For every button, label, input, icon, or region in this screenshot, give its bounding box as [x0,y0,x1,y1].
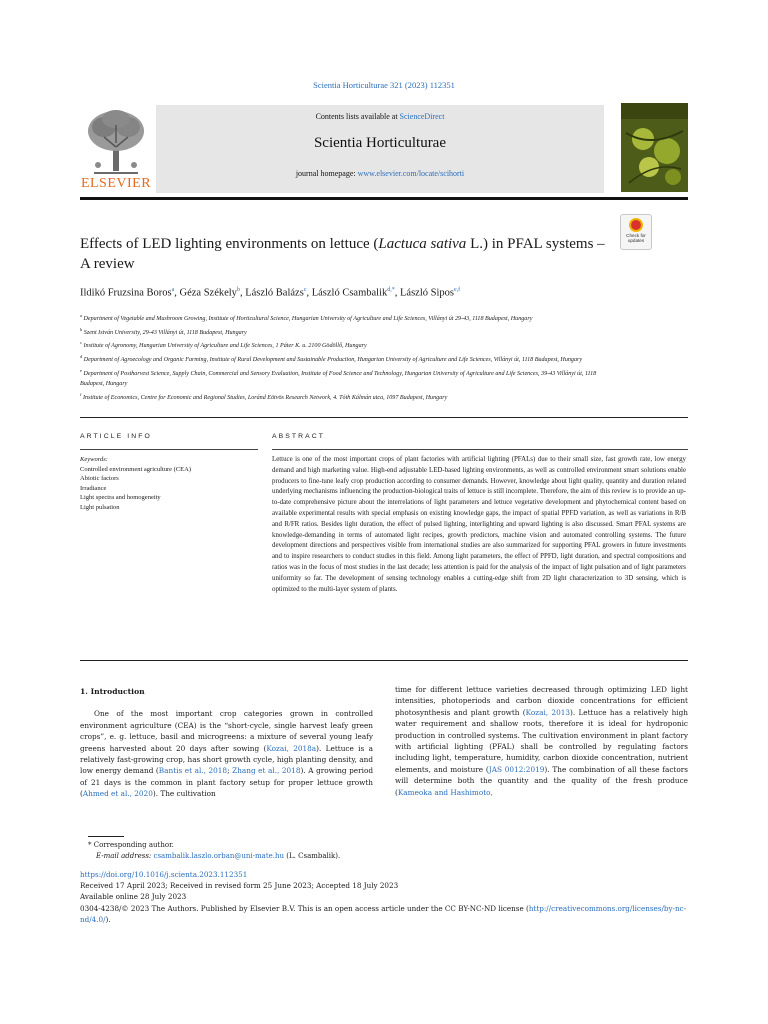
body-column-right [395,684,688,798]
author-name[interactable]: Géza Székely [179,287,237,299]
citation-link[interactable]: JAS 0012:2019 [488,764,545,774]
keyword: Light spectra and homogeneity [80,494,161,502]
author-name[interactable]: Ildikó Fruzsina Boros [80,287,172,299]
journal-info-box [156,105,604,193]
journal-name: Scientia Horticulturae [313,135,447,151]
received-dates: Received 17 April 2023; Received in revised form 25 June 2023; Accepted 18 July 2023 [80,881,399,891]
footnote-rule [88,836,124,837]
affiliations [80,311,610,403]
citation-link[interactable]: Bantis et al., 2018 [158,766,228,776]
keyword: Controlled environment agriculture (CEA) [80,465,192,473]
affiliation-mark: d [80,353,83,359]
author-affiliation-mark[interactable]: a [171,287,175,293]
abstract-bottom-rule [80,660,688,661]
license-link[interactable]: http://creativecommons.org/licenses/by-nc-nd/4.0/ [80,903,687,924]
abstract-heading: ABSTRACT [272,433,326,440]
online-date: Available online 28 July 2023 [80,892,187,902]
elsevier-logo[interactable] [80,103,152,193]
affiliation-text: Szent István University, 29-43 Villányi út, 1118 Budapest, Hungary [83,329,247,336]
check-for-updates-badge[interactable] [620,214,652,250]
affiliation [80,338,610,352]
intro-text: ). The cultivation [152,789,216,799]
affiliation [80,311,610,325]
masthead-rule [80,197,688,200]
journal-cover[interactable] [621,103,688,192]
author-affiliation-mark[interactable]: c [303,287,307,293]
affiliation-text: Institute of Agronomy, Hungarian University of Agriculture and Life Sciences, 1 Páter K. u. 2100 Gödöllő, Hungary [83,343,367,350]
affiliation-text: Department of Postharvest Science, Supply Chain, Commercial and Sensory Evaluation, Institute of Food Science and Technology, Hungarian University of Agriculture and Life Sciences, 39-43 Villányi út, 1118 Budapest, Hungary [80,370,597,388]
affiliation-text: Department of Agroecology and Organic Farming, Institute of Rural Development and Sustainable Production, Hungarian University of Agriculture and Life Sciences, Villányi út, 1118 Budapest, Hungary [83,356,583,363]
article-info-heading: ARTICLE INFO [80,433,152,440]
affiliation-text: Institute of Economics, Centre for Economic and Regional Studies, Loránd Eötvös Research Network, 4. Tóth Kálmán utca, 1097 Budapest, Hungary [83,394,448,401]
citation-link[interactable]: Kozai, 2013 [525,707,570,717]
affiliation-text: Department of Vegetable and Mushroom Growing, Institute of Horticultural Science, Hungarian University of Agriculture and Life Sciences, Villányi út 29-43, 1118 Budapest, Hungary [83,316,533,323]
license-suffix: ). [105,914,111,924]
affiliation-mark: a [80,313,82,318]
homepage-link[interactable]: www.elsevier.com/locate/scihorti [357,169,465,178]
intro-text: ). The combination of all these factors will determine both the quantity and the quality of the fresh produce ( [395,764,688,797]
affiliation-mark: e [80,367,82,373]
elsevier-tree-icon [84,107,148,177]
keyword: Irradiance [80,484,107,492]
keyword: Abiotic factors [80,475,119,483]
intro-text: ; [227,766,233,776]
body-column-left [80,684,373,800]
abstract-rule [272,449,688,450]
keywords-label: Keywords: [80,456,108,463]
article-title [80,234,610,274]
elsevier-wordmark: ELSEVIER [80,176,152,191]
affiliation [80,390,610,404]
intro-text: time for different lettuce varieties decreased through optimizing LED light intensities, photoperiods and carbon dioxide concentrations for efficient photosynthesis and plant growth ( [395,685,688,717]
citation-link[interactable]: Kozai, 2018a [266,743,317,753]
title-species: Lactuca sativa [378,236,467,252]
email-label: E-mail address: [96,852,152,860]
intro-text: ). Lettuce has a relatively high water requirement and shallow roots, therefore it is ideal for hydroponic production in controlled systems. The cultivation environment in plant factory with artificial lighting (PFAL) shall be controlled by regulating factors including light, temperature, humidity, carbon dioxide concentration, nutrient elements, and moisture ( [395,707,688,774]
intro-paragraph-continued [395,684,688,798]
email-suffix: (L. Csambalik). [284,852,341,860]
affiliation [80,366,610,390]
author-affiliation-mark[interactable]: b [236,287,240,293]
author-affiliation-mark[interactable]: e,f [453,287,461,293]
intro-text: ). A growing period of 21 days is the common in plant factory setup for proper lettuce growth ( [80,766,374,799]
keyword: Light pulsation [80,503,120,511]
citation-link[interactable]: Ahmed et al., 2020 [82,789,153,799]
citation-link[interactable]: Kameoka and Hashimoto, [397,787,493,797]
homepage-line [156,169,604,178]
check-updates-label: Check for updates [626,233,646,243]
intro-text: ). Lettuce is a relatively fast-growing crop, has short growth cycle, high planting density, and low energy demand ( [80,743,373,776]
sciencedirect-link[interactable]: ScienceDirect [399,112,445,121]
corresponding-author-note: * Corresponding author. [88,841,174,849]
affiliation [80,352,610,366]
email-link[interactable]: csambalik.laszlo.orban@uni-mate.hu [153,852,285,860]
affiliation-mark: f [80,391,82,397]
contents-line [156,112,604,121]
license-text: 0304-4238/© 2023 The Authors. Published by Elsevier B.V. This is an open access article under the CC BY-NC-ND license ( [80,903,529,913]
intro-paragraph [80,708,373,799]
author-affiliation-mark[interactable]: d,* [387,287,395,293]
abstract-text: Lettuce is one of the most important crops of plant factories with artificial lighting (PFALs) due to their small size, fast growth rate, low energy demand and high marketing value. High-end adjustable LED-based lighting environments, as well as controlled environment smart solutions enable producers to fine-tune leafy crop production according to consumer demands. However, knowledge about light quality, quantity and duration related underlying mechanisms influencing the production-biological traits of lettuce is still incomplete. Therefore, the aim of this review is to provide an up-to-date comprehensive picture about the interrelations of light parameters and lettuce vegetative development and phytochemical content based on available experimental results with special emphasis on existing knowledge gaps, the impact of spatial PPFD variation, as well as variations in R/B and R/FR ratios. Besides light duration, the effect of pulsed lighting, interlighting and upward lighting is also discussed. Smart PFAL systems are knowledge-demanding in terms of automated light recipes, growth predictors, machine vision and automated controlling systems. The future development directions and perspectives visible from international studies are also summarized for supporting PFAL growers in future investments and to inspire researchers to conduct studies in this field. Among light parameters, the effect of PPFD, light duration, and spectral compositions and ratios was in the focus of most studies in the last decade; less attention is paid for the analysis of the impact of light pulsation and of light parameters uniformity so far. The development of sensing technology enables a cutting-edge shift from 2D light characterization to 3D sensing, which is optimized to the multi-layer system of plants. [272,456,686,593]
email-note [88,851,688,862]
license-statement [80,903,688,925]
author-name[interactable]: László Sipos [400,287,454,299]
affiliation-mark: c [80,340,82,346]
keywords-block [80,455,260,513]
citation-link[interactable]: Zhang et al., 2018 [232,766,301,776]
author-list: Ildikó Fruzsina Boros$^a$, Géza Székely$^b$, László Balázs$^c$, László Csambalik$^{d,*}$, László Sipos$^{e,f}$ [80,287,461,299]
publication-info [80,869,688,925]
cover-image-icon [621,103,688,192]
doi-link[interactable]: https://doi.org/10.1016/j.scienta.2023.112351 [80,870,248,879]
title-part-2: L.) in PFAL systems – A review [80,236,605,272]
affiliations-rule [80,417,688,418]
contents-prefix: Contents lists available at [315,112,400,121]
intro-text: One of the most important crop categories grown in controlled environment agriculture (CEA) is the “short-cycle, single harvest leafy green crops”, e. g. lettuce, basil and microgreens: a mixture of several young leafy greens harvested about 20 days after sowing ( [80,709,373,753]
journal-reference[interactable]: Scientia Horticulturae 321 (2023) 112351 [313,80,455,90]
check-updates-icon [629,218,643,232]
homepage-prefix: journal homepage: [295,169,358,178]
footnotes [88,840,688,862]
author-name[interactable]: László Balázs [245,287,304,299]
introduction-heading: 1. Introduction [80,687,145,696]
article-info-rule [80,449,258,450]
affiliation-mark: b [80,326,83,332]
journal-masthead [80,103,688,195]
author-name[interactable]: László Csambalik [311,287,388,299]
title-part-1: Effects of LED lighting environments on lettuce ( [80,236,379,252]
affiliation [80,325,610,339]
